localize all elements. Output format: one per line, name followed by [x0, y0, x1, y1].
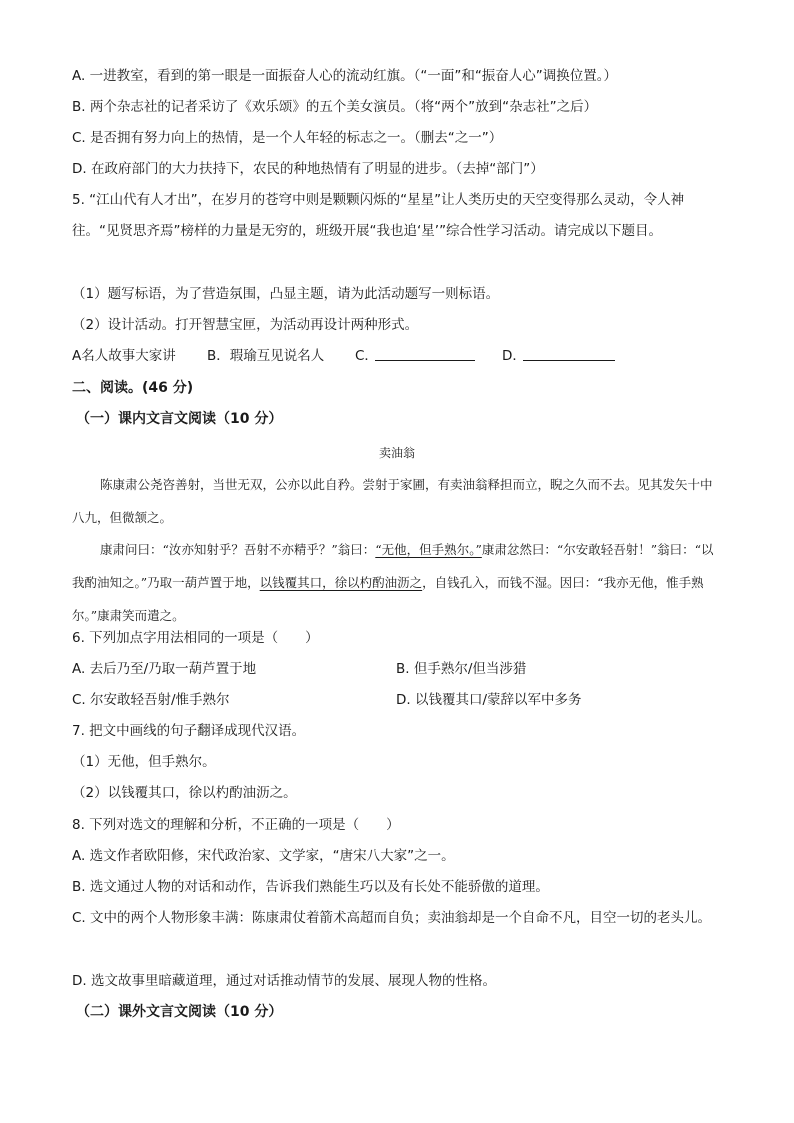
- q6-option-a: A. 去后乃至/乃取一葫芦置于地: [72, 661, 257, 677]
- section-heading-reading: 二、阅读。(46 分): [72, 380, 194, 396]
- passage-p2-part-c: ，自钱孔入，而钱不湿。因曰：“我亦无他，惟手熟尔。”康肃笑而遣之。: [72, 575, 704, 623]
- passage-title: 卖油翁: [378, 446, 415, 460]
- q6-option-c: C. 尔安敢轻吾射/惟手熟尔: [72, 692, 230, 708]
- passage-underlined-sentence-1: “无他，但手熟尔。”: [375, 542, 482, 557]
- q5-option-d-blank[interactable]: [523, 346, 615, 367]
- passage-p2-part-b: 康肃忿然曰：“尔安敢轻吾射！”翁曰：“以我酌油知之。”乃取一葫芦置于地，: [72, 542, 714, 590]
- q8-option-a: A. 选文作者欧阳修，宋代政治家、文学家，“唐宋八大家”之一。: [72, 848, 455, 864]
- q4-option-c: C. 是否拥有努力向上的热情，是一个人年轻的标志之一。（删去“之一”）: [72, 130, 503, 146]
- q4-option-b: B. 两个杂志社的记者采访了《欢乐颂》的五个美女演员。（将“两个”放到“杂志社”之后）: [72, 99, 598, 115]
- q7-sentence-1: （1）无他，但手熟尔。: [72, 754, 216, 770]
- q8-option-c: C. 文中的两个人物形象丰满：陈康肃仗着箭术高超而自负；卖油翁却是一个自命不凡，目空一切的老头儿。: [72, 910, 712, 926]
- q5-activity-options: [0, 346, 794, 368]
- passage-paragraph-1: 陈康肃公尧咨善射，当世无双，公亦以此自矜。尝射于家圃，有卖油翁释担而立，睨之久而不去。见其发矢十中八九，但微颔之。: [72, 477, 713, 525]
- passage-p2-part-a: 康肃问曰：“汝亦知射乎？吾射不亦精乎？”翁曰：: [100, 542, 376, 557]
- q4-option-d: D. 在政府部门的大力扶持下，农民的种地热情有了明显的进步。（去掉“部门”）: [72, 161, 544, 177]
- q5-stem: 5. “江山代有人才出”，在岁月的苍穹中则是颗颗闪烁的“星星”让人类历史的天空变得那么灵动，令人神往。“见贤思齐焉”榜样的力量是无穷的，班级开展“我也追‘星’”综合性学习活动。请完成以下题目。: [72, 192, 685, 239]
- q5-option-a: A名人故事大家讲: [72, 348, 176, 364]
- q4-option-a: A. 一进教室，看到的第一眼是一面振奋人心的流动红旗。（“一面”和“振奋人心”调换位置。）: [72, 68, 618, 84]
- q8-stem: 8. 下列对选文的理解和分析，不正确的一项是（ ）: [72, 817, 400, 833]
- q8-option-b: B. 选文通过人物的对话和动作，告诉我们熟能生巧以及有长处不能骄傲的道理。: [72, 879, 549, 895]
- q5-option-d-label: D．: [502, 348, 526, 364]
- q5-option-b: B．瑕瑜互见说名人: [207, 348, 325, 364]
- q5-sub2: （2）设计活动。打开智慧宝匣，为活动再设计两种形式。: [72, 317, 419, 333]
- q8-option-d: D. 选文故事里暗藏道理，通过对话推动情节的发展、展现人物的性格。: [72, 973, 496, 989]
- passage-paragraph-2: [72, 533, 718, 632]
- q6-option-b: B. 但手熟尔/但当涉猎: [396, 661, 527, 677]
- q5-option-c-blank[interactable]: [375, 346, 475, 367]
- q6-option-d: D. 以钱覆其口/蒙辞以军中多务: [396, 692, 582, 708]
- q7-sentence-2: （2）以钱覆其口，徐以杓酌油沥之。: [72, 785, 297, 801]
- q5-option-c-label: C．: [355, 348, 378, 364]
- part1-heading: （一）课内文言文阅读（10 分）: [76, 411, 283, 427]
- q7-stem: 7. 把文中画线的句子翻译成现代汉语。: [72, 723, 306, 739]
- q6-stem: 6. 下列加点字用法相同的一项是（ ）: [72, 630, 319, 646]
- part2-heading: （二）课外文言文阅读（10 分）: [76, 1004, 283, 1020]
- q5-sub1: （1）题写标语，为了营造氛围，凸显主题，请为此活动题写一则标语。: [72, 286, 500, 302]
- passage-underlined-sentence-2: 以钱覆其口，徐以杓酌油沥之: [259, 575, 423, 590]
